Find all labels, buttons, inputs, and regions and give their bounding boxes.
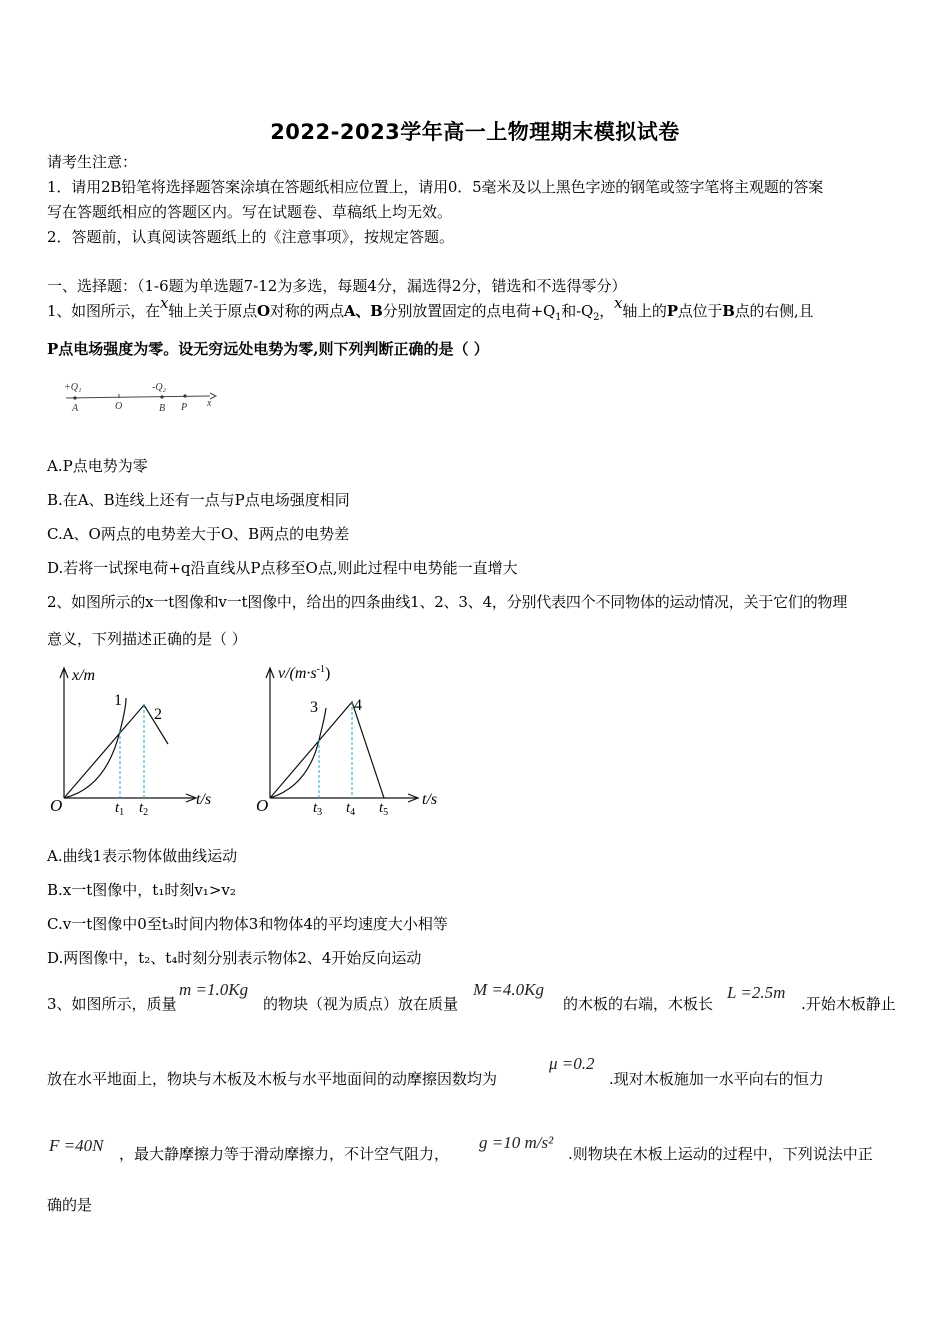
q3-friction-coefficient-expression: μ =0.2 (549, 1054, 595, 1073)
x-axis-label: t/s (196, 791, 212, 808)
label-plus-q1: +Q₁ (64, 382, 82, 393)
curve-4-label: 4 (354, 697, 362, 714)
q3-stem-line-1-part-b: 的物块（视为质点）放在质量 (263, 995, 459, 1013)
q3-stem-line-1-part-a: 3、如图所示，质量 (47, 995, 177, 1013)
q3-mass-big-m-expression: M =4.0Kg (473, 980, 544, 999)
q1-stem-line-1 (47, 294, 814, 328)
x-axis-label: t/s (422, 791, 438, 808)
option-text: 在A、B连线上还有一点与P点电场强度相同 (62, 491, 350, 509)
q1-text: 点位于 (677, 302, 723, 320)
q3-stem-line-4: 确的是 (47, 1196, 93, 1214)
origin-label: O (50, 796, 63, 815)
x-symbol: x (159, 294, 169, 312)
y-axis-label: $v/(m\cdot s^{-1})$ (278, 664, 331, 682)
q2-option-d (47, 948, 421, 968)
q2-option-c (47, 914, 448, 934)
q1-text: 和-Q (561, 302, 594, 320)
curve-2-label: 2 (154, 706, 162, 723)
option-text: v一t图像中0至t₃时间内物体3和物体4的平均速度大小相等 (62, 915, 448, 933)
tick-t3: $t_3$ (313, 800, 323, 818)
origin-label: O (256, 796, 269, 815)
x-symbol: x (614, 294, 623, 312)
subscript: 1 (555, 312, 562, 323)
option-text: 两图像中，t₂、t₄时刻分别表示物体2、4开始反向运动 (63, 949, 422, 967)
option-text: 曲线1表示物体做曲线运动 (62, 847, 238, 865)
q1-option-b (47, 490, 350, 510)
q1-point-b: B (722, 302, 735, 320)
label-o: O (115, 401, 123, 412)
q1-text: ， (599, 302, 615, 320)
q1-point-p: P (666, 302, 678, 320)
option-text: P点电势为零 (62, 457, 148, 475)
q2-stem-line-1: 2、如图所示的x一t图像和v一t图像中，给出的四条曲线1、2、3、4，分别代表四个不同物体的运动情况，关于它们的物理 (47, 593, 848, 611)
curve-3-label: 3 (310, 699, 318, 716)
q1-text: 轴上的 (622, 302, 667, 320)
q1-option-d (47, 558, 518, 578)
q3-stem-line-2-part-b: .现对木板施加一水平向右的恒力 (609, 1070, 824, 1088)
point-a-dot (73, 396, 76, 399)
y-axis-label: x/m (72, 667, 96, 684)
notice-heading: 请考生注意： (47, 153, 138, 171)
q3-stem-line-1-part-c: 的木板的右端，木板长 (563, 995, 714, 1013)
q2-option-b (47, 880, 236, 900)
q3-stem-line-2-part-a: 放在水平地面上，物块与木板及木板与水平地面间的动摩擦因数均为 (47, 1070, 498, 1088)
point-p-dot (183, 394, 186, 397)
option-letter: D. (47, 949, 64, 967)
option-letter: B. (47, 491, 63, 509)
q3-stem-line-3-part-b: .则物块在木板上运动的过程中，下列说法中正 (568, 1145, 873, 1163)
option-text: 若将一试探电荷+q沿直线从P点移至O点,则此过程中电势能一直增大 (63, 559, 518, 577)
tick-t5: $t_5$ (379, 800, 389, 818)
option-letter: A. (47, 847, 63, 865)
label-x: x (207, 398, 212, 409)
q1-charge-axis-figure (60, 378, 230, 426)
x-axis-line (66, 396, 210, 398)
page-title: 2022-2023学年高一上物理期末模拟试卷 (270, 120, 680, 144)
q3-stem-line-3-part-a: ，最大静摩擦力等于滑动摩擦力，不计空气阻力， (119, 1145, 450, 1163)
option-letter: A. (47, 457, 63, 475)
q1-option-c (47, 524, 349, 544)
q1-text: 轴上关于原点 (168, 302, 258, 320)
curve-2 (64, 705, 168, 798)
option-letter: D. (47, 559, 64, 577)
curve-1 (64, 698, 126, 798)
q1-text: 对称的两点 (269, 302, 344, 320)
q1-text: 1、如图所示，在 (47, 302, 160, 320)
q3-gravity-expression: g =10 m/s² (479, 1133, 554, 1152)
q3-mass-m-expression: m =1.0Kg (179, 980, 249, 999)
q1-point-o: O (257, 302, 270, 320)
q2-stem-line-2: 意义，下列描述正确的是（ ） (47, 630, 247, 648)
option-text: A、O两点的电势差大于O、B两点的电势差 (62, 525, 350, 543)
tick-t4: $t_4$ (346, 800, 356, 818)
tick-t2: $t_2$ (139, 800, 149, 818)
subscript: 2 (593, 312, 600, 323)
q1-stem-line-2: P点电场强度为零。设无穷远处电势为零,则下列判断正确的是（ ） (47, 340, 489, 358)
notice-item-2: 2．答题前，认真阅读答题纸上的《注意事项》，按规定答题。 (47, 228, 455, 246)
q1-text: 分别放置固定的点电荷+Q (382, 302, 556, 320)
curve-1-label: 1 (114, 692, 122, 709)
q1-text: 点的右侧,且 (734, 302, 814, 320)
q3-stem-line-1-part-d: .开始木板静止 (801, 995, 896, 1013)
q2-vt-graph (250, 658, 450, 820)
q3-force-expression: F =40N (49, 1136, 104, 1155)
point-b-dot (160, 395, 163, 398)
curve-3 (270, 708, 326, 798)
section-heading: 一、选择题：（1-6题为单选题7-12为多选，每题4分，漏选得2分，错选和不选得零分） (47, 277, 627, 295)
curve-4 (270, 702, 384, 798)
option-letter: C. (47, 525, 63, 543)
label-b: B (159, 403, 166, 414)
option-text: x一t图像中，t₁时刻v₁>v₂ (62, 881, 236, 899)
q3-length-expression: L =2.5m (727, 983, 786, 1002)
notice-item-1-line-1: 1．请用2B铅笔将选择题答案涂填在答题纸相应位置上，请用0．5毫米及以上黑色字迹的钢笔或签字笔将主观题的答案 (47, 178, 824, 196)
q2-option-a (47, 846, 237, 866)
notice-item-1-line-2: 写在答题纸相应的答题区内。写在试题卷、草稿纸上均无效。 (47, 203, 453, 221)
q1-points-ab: A、B (343, 302, 383, 320)
label-minus-q2: -Q₂ (152, 382, 167, 393)
q2-xt-graph (46, 658, 236, 820)
label-a: A (72, 403, 79, 414)
tick-t1: $t_1$ (115, 800, 125, 818)
option-letter: C. (47, 915, 63, 933)
q1-option-a (47, 456, 148, 476)
option-letter: B. (47, 881, 63, 899)
label-p: P (181, 402, 188, 413)
